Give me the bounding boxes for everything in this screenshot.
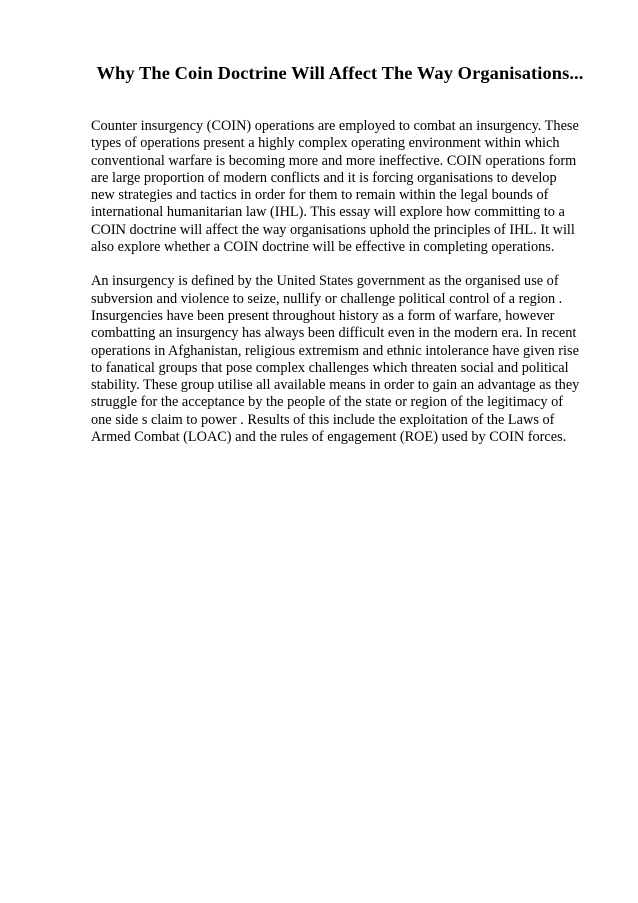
paragraph-intro: Counter insurgency (COIN) operations are employed to combat an insurgency. These types of operations present a highly complex operating environment within which conventional warfare is becoming more and more ineffective. COIN operations form are large proportion of modern conflicts and it is forcing organisations to develop new strategies and tactics in order for them to remain within the legal bounds of international humanitarian law (IHL). This essay will explore how committing to a COIN doctrine will affect the way organisations uphold the principles of IHL. It will also explore whether a COIN doctrine will be effective in completing operations. [91,118,579,256]
paragraph-insurgency-definition: An insurgency is defined by the United States government as the organised use of subversion and violence to seize, nullify or challenge political control of a region . Insurgencies have been present throughout history as a form of warfare, however combatting an insurgency has always been difficult even in the modern era. In recent operations in Afghanistan, religious extremism and ethnic intolerance have given rise to fanatical groups that pose complex challenges which threaten social and political stability. These group utilise all available means in order to gain an advantage as they struggle for the acceptance by the people of the state or region of the legitimacy of one side s claim to power . Results of this include the exploitation of the Laws of Armed Combat (LOAC) and the rules of engagement (ROE) used by COIN forces. [91,273,580,446]
document-body [91,118,583,463]
page-title: Why The Coin Doctrine Will Affect The Way Organisations... [96,63,584,83]
